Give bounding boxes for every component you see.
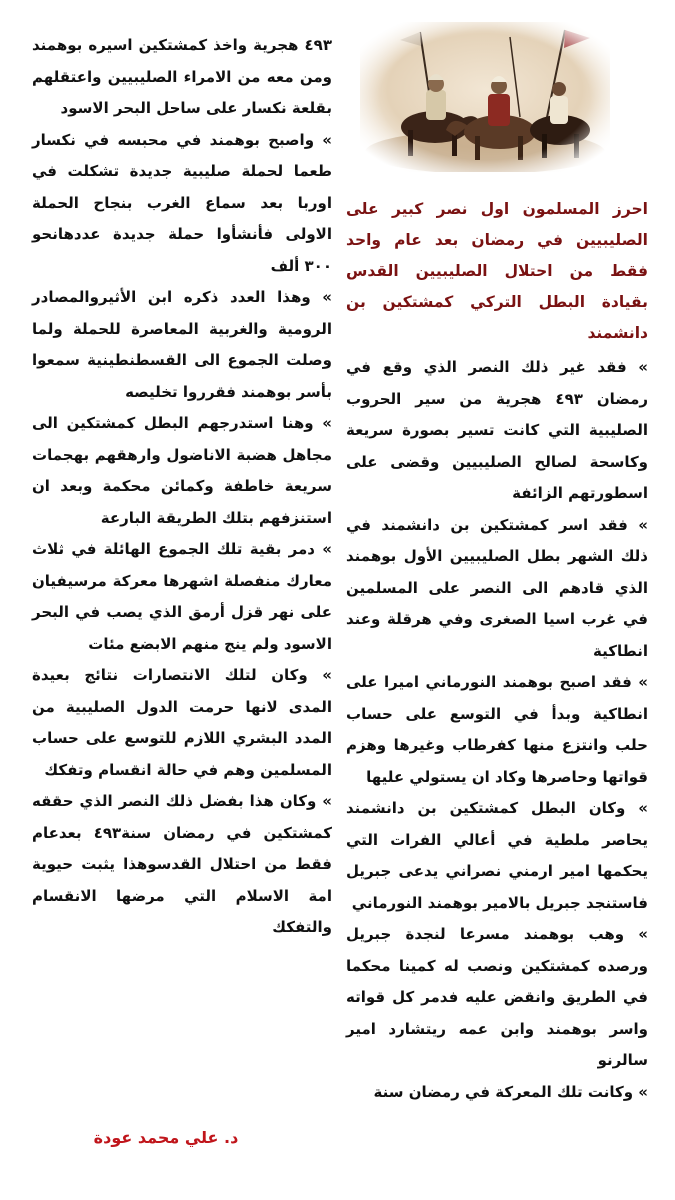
paragraph: » وكان البطل كمشتكين بن دانشمند يحاصر ملطية في أعالي الفرات التي يحكمها امير ارمني نصراني يدعى جبريل فاستنجد جبريل بالامير بوهمند النورماني [346, 793, 648, 919]
left-column [32, 30, 332, 944]
paragraph: » فقد غير ذلك النصر الذي وقع في رمضان ٤٩٣ هجرية من سير الحروب الصليبية التي كانت تسير بصورة سريعة وكاسحة لصالح الصليبيين وقضى على اسطورتهم الزائفة [346, 352, 648, 510]
paragraph: » وكان لتلك الانتصارات نتائج بعيدة المدى لانها حرمت الدول الصليبية من المدد البشري اللازم للتوسع على حساب المسلمين وهم في حالة انقسام وتفكك [32, 660, 332, 786]
paragraph: » دمر بقية تلك الجموع الهائلة في ثلاث معارك منفصلة اشهرها معركة مرسيفيان على نهر قزل أرمق الذي يصب في البحر الاسود ولم ينج منهم الابضع مئات [32, 534, 332, 660]
paragraph: » وهذا العدد ذكره ابن الأثيروالمصادر الرومية والغربية المعاصرة للحملة ولما وصلت الجموع الى القسطنطينية سمعوا بأسر بوهمند فقرروا تخليصه [32, 282, 332, 408]
article-illustration [360, 22, 610, 172]
paragraph: » فقد اصبح بوهمند النورماني اميرا على انطاكية وبدأ في التوسع على حساب حلب وانتزع منها كفرطاب وغيرها وهزم قواتها وحاصرها وكاد ان يستولي عليها [346, 667, 648, 793]
headline: احرز المسلمون اول نصر كبير على الصليبيين في رمضان بعد عام واحد فقط من احتلال الصليبيين القدس بقيادة البطل التركي كمشتكين بن دانشمند [346, 200, 648, 342]
crusaders-battle-painting-icon [360, 22, 610, 172]
paragraph-continuation: ٤٩٣ هجرية واخذ كمشتكين اسيره بوهمند ومن معه من الامراء الصليبيين واعتقلهم بقلعة نكسار على ساحل البحر الاسود [32, 36, 332, 117]
paragraph: » وكان هذا بفضل ذلك النصر الذي حققه كمشتكين في رمضان سنة٤٩٣ بعدعام فقط من احتلال القدسوهذا يثبت حيوية امة الاسلام التي مرضها الانقسام والتفكك [32, 786, 332, 944]
paragraph: » فقد اسر كمشتكين بن دانشمند في ذلك الشهر بطل الصليبيين الأول بوهمند الذي قادهم الى النصر على المسلمين في غرب اسيا الصغرى وفي هرقلة وعند انطاكية [346, 510, 648, 668]
paragraph: » وهب بوهمند مسرعا لنجدة جبريل ورصده كمشتكين ونصب له كمينا محكما في الطريق وانقض عليه فدمر كل قواته واسر بوهمند وابن عمه ريتشارد امير سالرنو [346, 919, 648, 1077]
paragraph: » وكانت تلك المعركة في رمضان سنة [346, 1077, 648, 1109]
paragraph: » وهنا استدرجهم البطل كمشتكين الى مجاهل هضبة الاناضول وارهقهم بهجمات سريعة خاطفة وكمائن محكمة وبعد ان استنزفهم بتلك الطريقة البارعة [32, 408, 332, 534]
paragraph: » واصبح بوهمند في محبسه في نكسار طعما لحملة صليبية جديدة تشكلت في اوربا بعد سماع الغرب بنجاح الحملة الاولى فأنشأوا حملة جديدة عددهانحو ٣٠٠ ألف [32, 125, 332, 283]
author-signature: د. علي محمد عودة [93, 1128, 239, 1147]
right-column [346, 352, 648, 1108]
